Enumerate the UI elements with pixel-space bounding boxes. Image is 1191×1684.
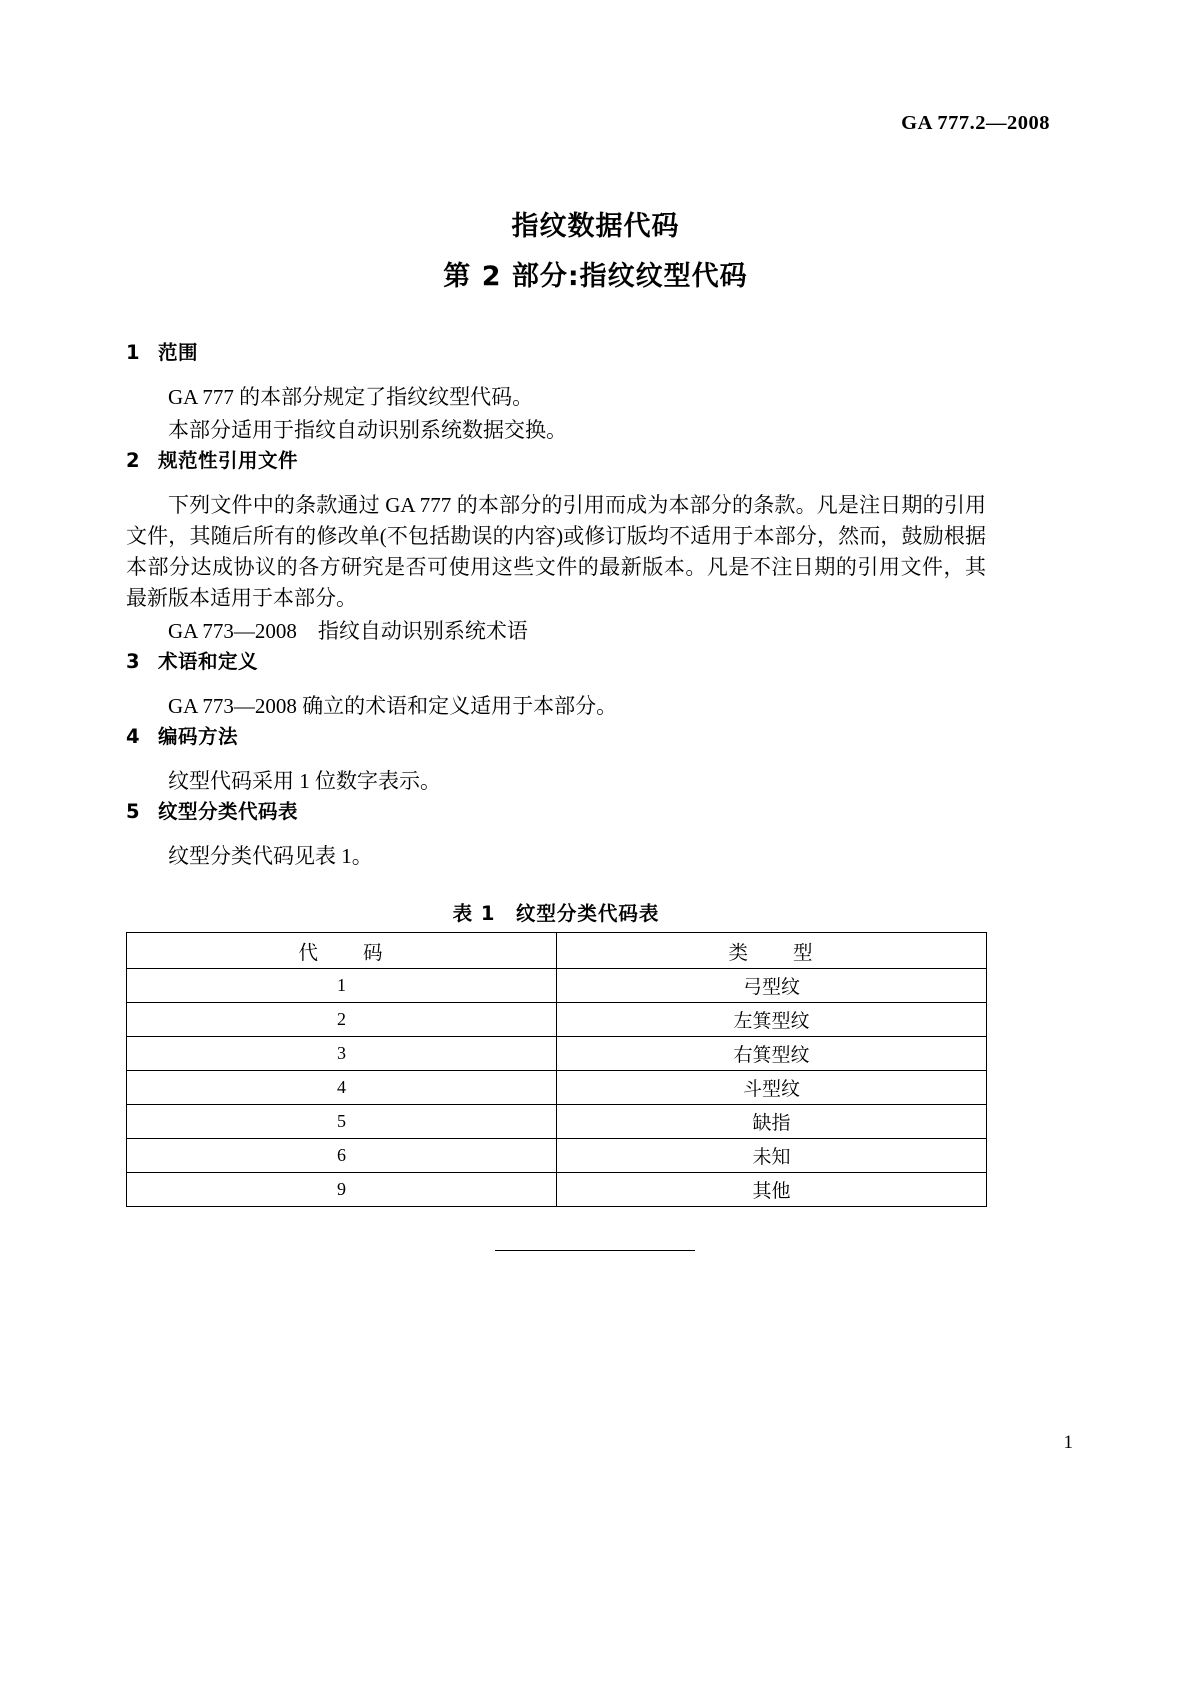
cell-code: 2 [127, 1003, 557, 1037]
section-number-5: 5 [126, 800, 141, 823]
table-row [127, 969, 987, 1003]
title-line-2: 第 2 部分:指纹纹型代码 [443, 261, 748, 292]
paragraph: 纹型代码采用 1 位数字表示。 [168, 769, 441, 793]
cell-code: 6 [127, 1139, 557, 1173]
table-row [127, 1139, 987, 1173]
section-body-2 [126, 490, 986, 647]
section-number-2: 2 [126, 449, 141, 472]
section-body-3 [126, 691, 986, 722]
cell-type: 斗型纹 [557, 1071, 987, 1105]
table-header-code: 代 码 [127, 933, 557, 969]
cell-code: 3 [127, 1037, 557, 1071]
table-header-type: 类 型 [557, 933, 987, 969]
section-heading-5 [126, 797, 986, 827]
section-number-4: 4 [126, 725, 141, 748]
section-title-1: 范围 [158, 341, 199, 364]
section-body-4 [126, 766, 986, 797]
cell-code: 4 [127, 1071, 557, 1105]
section-body-1 [126, 382, 986, 446]
title-line-1: 指纹数据代码 [511, 211, 680, 242]
cell-code: 9 [127, 1173, 557, 1207]
cell-type: 右箕型纹 [557, 1037, 987, 1071]
standard-id: GA 777.2—2008 [901, 112, 1050, 134]
paragraph: 本部分适用于指纹自动识别系统数据交换。 [168, 418, 567, 442]
paragraph: 下列文件中的条款通过 GA 777 的本部分的引用而成为本部分的条款。凡是注日期的引用文件，其随后所有的修改单(不包括勘误的内容)或修订版均不适用于本部分，然而，鼓励根据本部分达成协议的各方研究是否可使用这些文件的最新版本。凡是不注日期的引用文件，其最新版本适用于本部分。 [126, 493, 986, 610]
table-caption: 表 1 纹型分类代码表 [452, 902, 660, 925]
paragraph: GA 773—2008 确立的术语和定义适用于本部分。 [168, 694, 618, 718]
section-heading-3 [126, 647, 986, 677]
cell-type: 缺指 [557, 1105, 987, 1139]
table-row [127, 1003, 987, 1037]
cell-type: 未知 [557, 1139, 987, 1173]
section-heading-4 [126, 722, 986, 752]
section-title-3: 术语和定义 [158, 650, 259, 673]
footer-separator-rule [495, 1250, 695, 1251]
table-row [127, 1037, 987, 1071]
pattern-code-table [126, 932, 987, 1207]
section-title-4: 编码方法 [158, 725, 239, 748]
cell-type: 左箕型纹 [557, 1003, 987, 1037]
cell-type: 其他 [557, 1173, 987, 1207]
section-body-5 [126, 841, 986, 872]
table-row [127, 1105, 987, 1139]
cell-code: 1 [127, 969, 557, 1003]
section-title-2: 规范性引用文件 [158, 449, 299, 472]
section-heading-1 [126, 338, 986, 368]
section-heading-2 [126, 446, 986, 476]
document-body [126, 338, 986, 1207]
section-number-3: 3 [126, 650, 141, 673]
cell-type: 弓型纹 [557, 969, 987, 1003]
page-number: 1 [1063, 1432, 1073, 1453]
running-header [0, 112, 1050, 135]
table-row [127, 1071, 987, 1105]
paragraph: GA 777 的本部分规定了指纹纹型代码。 [168, 385, 534, 409]
table-row [127, 1173, 987, 1207]
normative-reference: GA 773—2008 指纹自动识别系统术语 [168, 619, 528, 643]
cell-code: 5 [127, 1105, 557, 1139]
paragraph: 纹型分类代码见表 1。 [168, 844, 373, 868]
document-title [0, 205, 1191, 299]
section-number-1: 1 [126, 341, 141, 364]
table-header-row [127, 933, 987, 969]
section-title-5: 纹型分类代码表 [158, 800, 299, 823]
